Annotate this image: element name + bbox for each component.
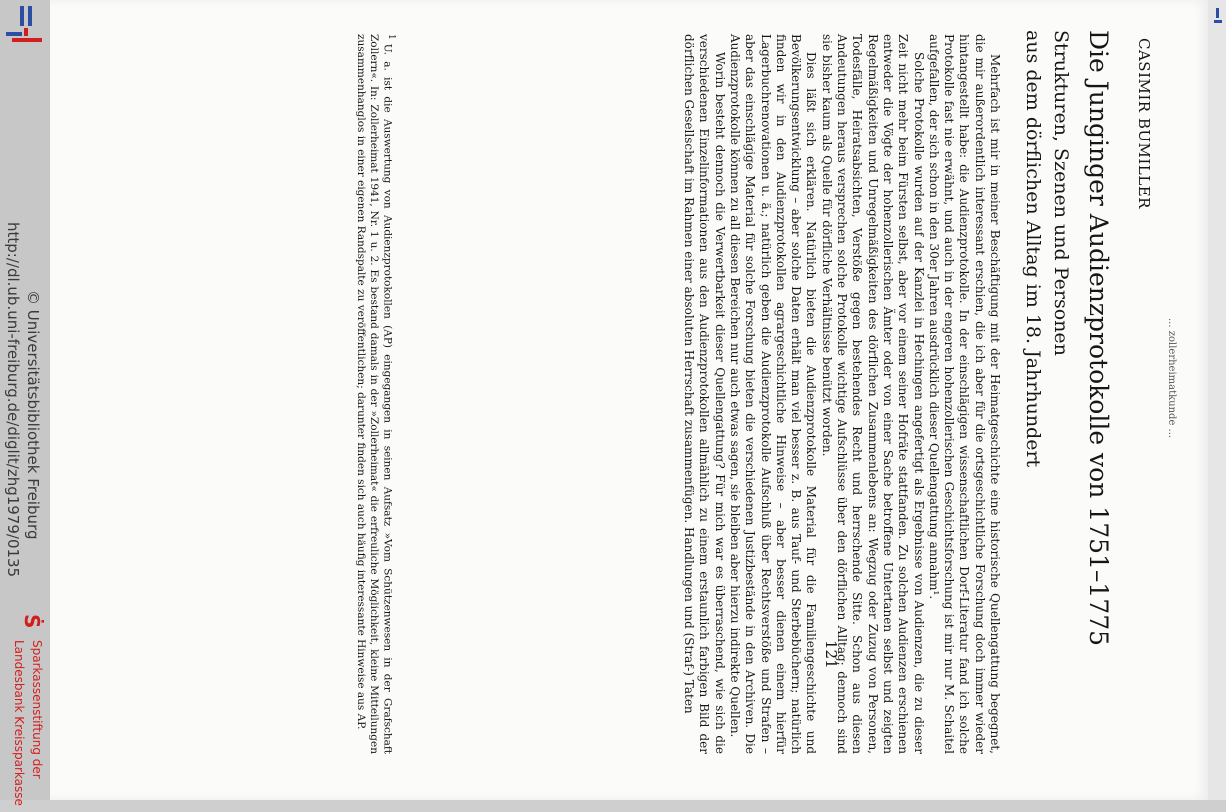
- paragraph-3: Dies läßt sich erklären. Natürlich bieten die Audienzprotokolle Material für die Familiengeschichte und Bevölkerungsentwicklung – aber solche Daten erhält man viel besser z. B. aus Tauf- und Sterbebüchern; natürlich finden wir in den Audienzprotokollen agrargeschichtliche Hinweise – aber besser dienen einem hierfür Lagerbuchrenovationen u. ä.; natürlich geben die Audienzprotokolle Aufschluß über Rechtsverstöße und Strafen – aber das einschlägige Material für solche Forschung bieten die verschiedenen Justizbestände in den Archiven. Die Audienzprotokolle können zu all diesen Bereichen nur auch etwas sagen, sie bleiben aber hierzu indirekte Quellen.: [727, 34, 819, 754]
- article-body: [681, 34, 1002, 754]
- footnote-text: U. a. ist die Auswertung von Audienzprotokollen (AP) eingegangen in seinen Aufsatz »Vom Schützenwesen in der Grafschaft Zollern«. In: Zollerheimat 1941, Nr. 1 u. 2. Es bestand damals in der »Zollerheimat« die erfreuliche Möglichkeit, kleine Mitteilungen zusammenhanglos in einer eigenen Randspalte zu veröffentlichen; darunter finden sich auch häufig interessante Hinweise aus AP.: [355, 34, 394, 754]
- rotated-page-content: [165, 0, 1177, 800]
- cut-off-header: ... zollerheimatkunde ...: [1166, 318, 1177, 439]
- article-subtitle: [1019, 30, 1075, 790]
- footnote-number: 1: [386, 34, 396, 40]
- subtitle-line-2: aus dem dörflichen Alltag im 18. Jahrhundert: [1022, 30, 1044, 468]
- article-title: Die Junginger Audienzprotokolle von 1751–1775: [1084, 30, 1113, 647]
- sparkasse-icon: Ṡ: [20, 614, 44, 629]
- subtitle-line-1: Strukturen, Szenen und Personen: [1050, 30, 1072, 356]
- edge-logo-icon: [1214, 8, 1222, 30]
- sponsor-logo: [0, 612, 50, 812]
- permalink-url[interactable]: http://dl.ub.uni-freiburg.de/diglit/zhg1979/0135: [4, 222, 22, 578]
- copyright-notice: © Universitätsbibliothek Freiburg: [24, 290, 42, 540]
- sponsor-line-1: Sparkassenstiftung der: [30, 640, 44, 779]
- author-running-head: CASIMIR BUMILLER: [1135, 38, 1153, 209]
- page-number: 121: [822, 640, 840, 669]
- paragraph-2: Solche Protokolle wurden auf der Kanzlei in Hechingen angefertigt als Ergebnisse von Audienzen, die zu dieser Zeit nicht mehr beim Fürsten selbst, aber vor einem seiner Hofräte stattfanden. Zu solchen Audienzen erschienen entweder die Vögte der hohenzollerischen Ämter oder von einer Sache betroffene Untertanen selbst und zeigten Regelmäßigkeiten und Unregelmäßigkeiten des dörflichen Zusammenlebens an: Wegzug oder Zuzug von Personen, Todesfälle, Heiratsabsichten, Verstöße gegen bestehendes Recht und herrschende Sitte. Schon aus diesen Andeutungen heraus versprechen solche Protokolle wichtige Aufschlüsse über den dörflichen Alltag; dennoch sind sie bisher kaum als Quelle für dörfliche Verhältnisse benützt worden.: [819, 34, 926, 754]
- footnote: [355, 34, 398, 754]
- paragraph-1: Mehrfach ist mir in meiner Beschäftigung mit der Heimatgeschichte eine historische Quellengattung begegnet, die mir außerordentlich interessant erschien, die ich aber für die ortsgeschichtliche Forschung doch immer wieder hintangestellt habe: die Audienzprotokolle. In der einschlägigen wissenschaftlichen Dorf-Literatur fand ich solche Protokolle fast nie erwähnt, und auch in der engeren hohenzollerischen Geschichtsforschung ist mir nur M. Schaitel aufgefallen, der sich schon in den 30er Jahren ausdrücklich dieser Quellengattung annahm¹.: [926, 34, 1002, 754]
- sponsor-line-2: Landesbank Kreissparkasse: [12, 640, 26, 806]
- paragraph-4: Worin besteht dennoch die Verwertbarkeit dieser Quellengattung? Für mich war es überraschend, wie sich die verschiedenen Einzelinformationen aus den Audienzprotokollen allmählich zu einem erstaunlich farbigen Bild der dörflichen Gesellschaft im Rahmen einer absoluten Herrschaft zusammenfügen. Handlungen und (Straf-) Taten: [682, 34, 727, 754]
- scanned-page: [50, 0, 1208, 800]
- viewer-right-edge: [1208, 0, 1226, 800]
